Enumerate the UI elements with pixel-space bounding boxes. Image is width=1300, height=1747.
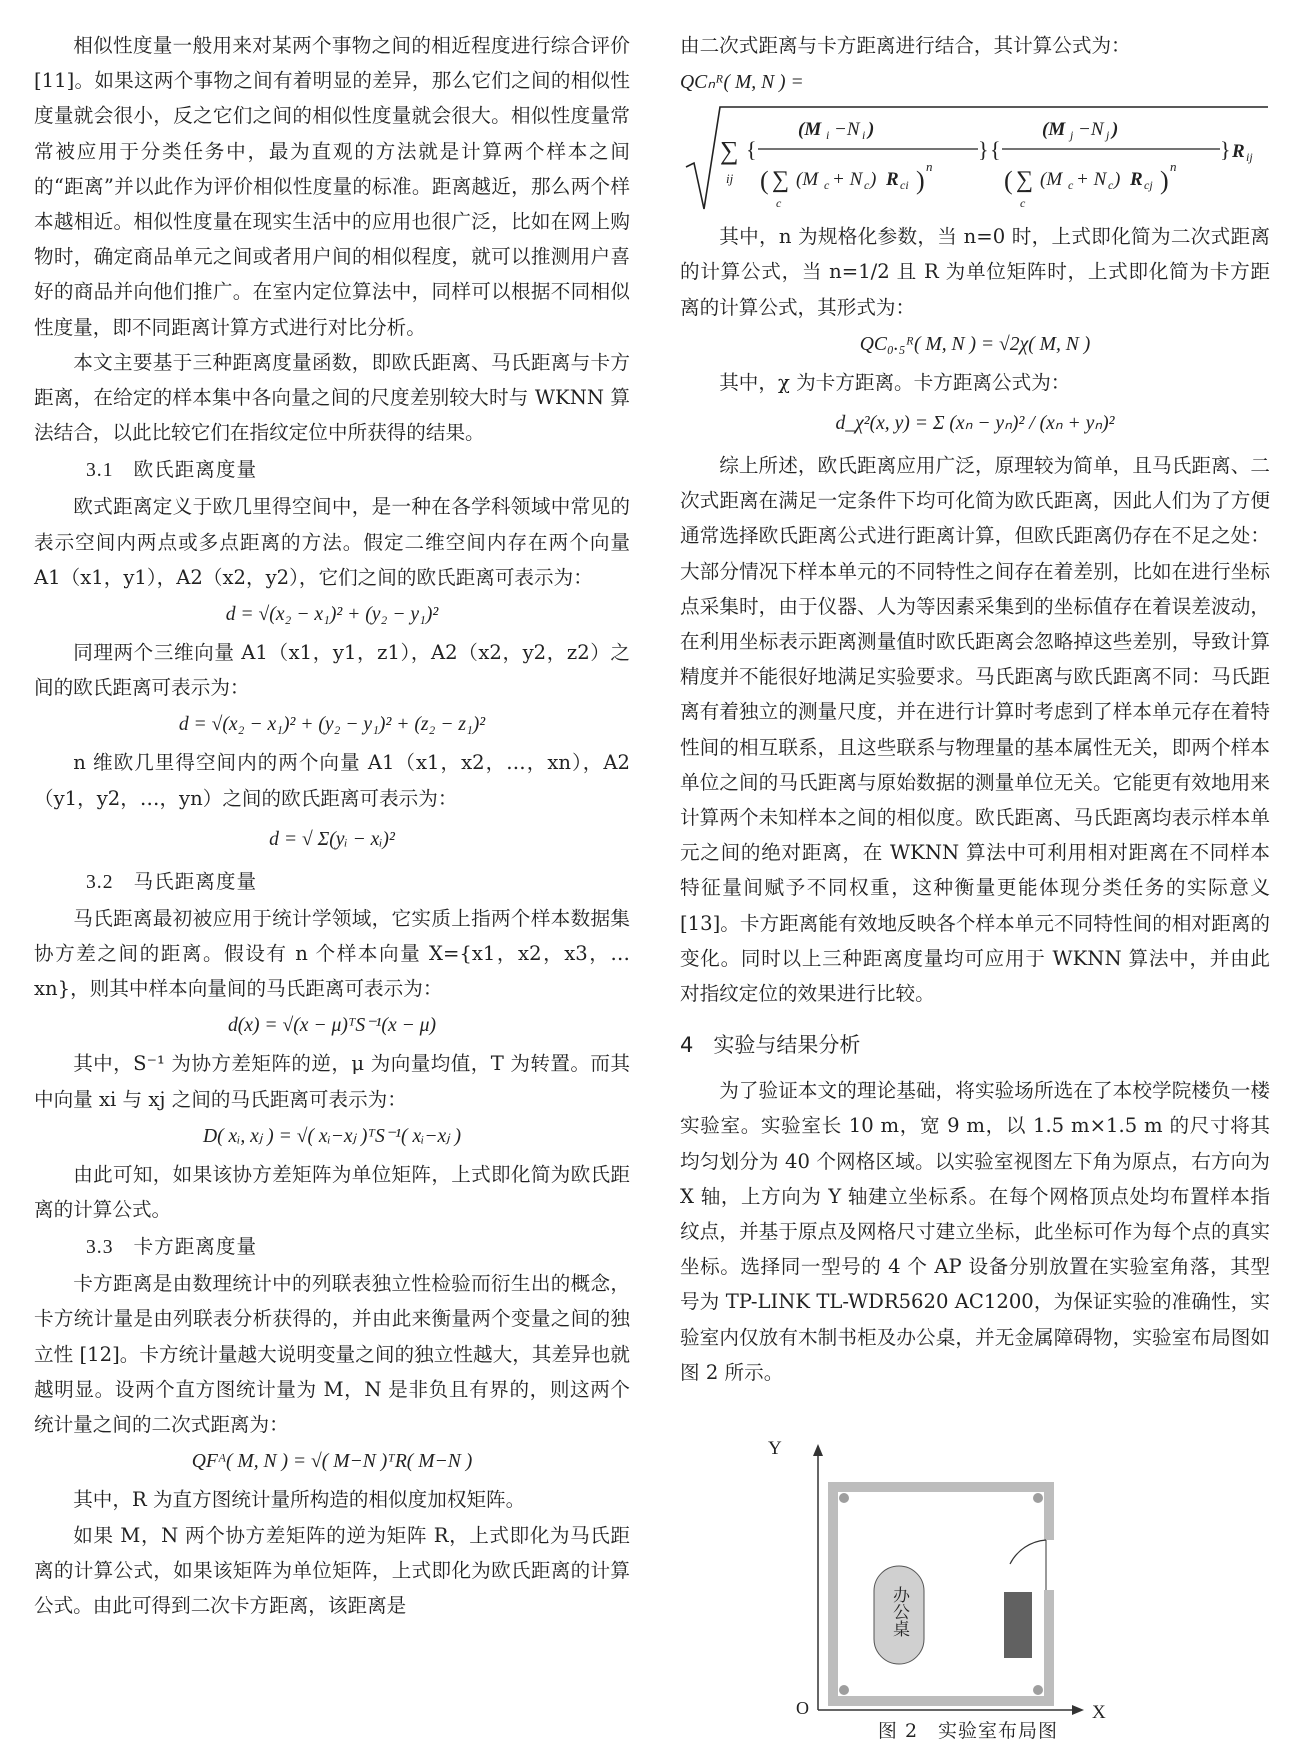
svg-text:): ) <box>916 166 925 196</box>
paragraph: 其中，S⁻¹ 为协方差矩阵的逆，μ 为向量均值，T 为转置。而其中向量 xi 与 xj 之间的马氏距离可表示为： <box>34 1052 630 1111</box>
svg-text:cj: cj <box>1144 178 1153 193</box>
figure-caption: 图 2 实验室布局图 <box>877 1720 1059 1742</box>
svg-text:j: j <box>1070 128 1074 143</box>
x-axis-label: X <box>1092 1702 1106 1723</box>
svg-text:i: i <box>862 128 866 143</box>
equation-label: QCₙᴿ( M, N ) = <box>680 72 804 94</box>
section-number: 3.2 <box>86 871 114 893</box>
svg-text:−N: −N <box>1078 119 1104 141</box>
chi-square-quadratic-equation <box>680 105 1270 213</box>
section-heading-3-3 <box>34 1229 630 1266</box>
svg-text:(M: (M <box>796 169 819 191</box>
y-axis-label: Y <box>768 1438 782 1459</box>
svg-text:R: R <box>886 169 899 191</box>
svg-text:n: n <box>1170 159 1177 175</box>
lab-layout-figure <box>768 1438 1178 1742</box>
svg-text:+ N: + N <box>1076 169 1107 191</box>
paragraph: 其中，R 为直方图统计量所构造的相似度加权矩阵。 <box>73 1488 526 1512</box>
paragraph: 马氏距离最初被应用于统计学领域，它实质上指两个样本数据集协方差之间的距离。假设有 n 个样本向量 X={x1，x2，x3，…xn}，则其中样本向量间的马氏距离可表示为： <box>34 906 630 1001</box>
svg-text:c: c <box>1108 178 1114 193</box>
paragraph: 本文主要基于三种距离度量函数，即欧氏距离、马氏距离与卡方距离，在给定的样本集中各向量之间的尺度差别较大时与 WKNN 算法结合，以此比较它们在指纹定位中所获得的结果。 <box>34 350 630 445</box>
paragraph: 如果 M，N 两个协方差矩阵的逆为矩阵 R，上式即化为马氏距离的计算公式，如果该矩阵为单位矩阵，上式即化为欧氏距离的计算公式。由此可得到二次卡方距离，该距离是 <box>34 1523 630 1617</box>
svg-text:): ) <box>1112 119 1119 141</box>
section-number: 3.1 <box>86 460 114 482</box>
equation: d(x) = √(x − μ)ᵀS⁻¹(x − μ) <box>227 1015 437 1037</box>
svg-text:): ) <box>1160 166 1169 196</box>
paragraph: 由此可知，如果该协方差矩阵为单位矩阵，上式即化简为欧氏距离的计算公式。 <box>34 1162 630 1222</box>
origin-label: O <box>796 1698 809 1718</box>
equation: QC₀.₅ᴿ( M, N ) = √2χ( M, N ) <box>859 333 1091 355</box>
svg-text:∑: ∑ <box>1016 167 1034 194</box>
paragraph: n 维欧几里得空间内的两个向量 A1（x1，x2，…，xn），A2（y1，y2，…，yn）之间的欧氏距离可表示为： <box>34 751 630 810</box>
svg-text:}: } <box>978 137 989 163</box>
section-title: 实验与结果分析 <box>713 1033 861 1058</box>
paragraph: 其中，n 为规格化参数，当 n=0 时，上式即化简为二次式距离的计算公式，当 n=1/2 且 R 为单位矩阵时，上式即化简为卡方距离的计算公式，其形式为： <box>680 225 1270 319</box>
svg-text:): ) <box>1114 169 1121 191</box>
equation: QFᴬ( M, N ) = √( M−N )ᵀR( M−N ) <box>191 1451 473 1473</box>
paragraph: 其中，χ 为卡方距离。卡方距离公式为： <box>719 370 1071 394</box>
svg-text:j: j <box>1106 128 1110 143</box>
svg-text:(M: (M <box>1042 119 1066 141</box>
section-number: 3.3 <box>86 1237 114 1259</box>
lab-layout-diagram <box>778 1440 1178 1720</box>
svg-text:ij: ij <box>1246 150 1253 165</box>
equation: d = √ Σ(yᵢ − xᵢ)² <box>269 828 395 850</box>
svg-text:+ N: + N <box>832 169 863 191</box>
svg-text:∑: ∑ <box>720 136 739 166</box>
paragraph: 综上所述，欧氏距离应用广泛，原理较为简单，且马氏距离、二次式距离在满足一定条件下均可化简为欧氏距离，因此人们为了方便通常选择欧氏距离公式进行距离计算，但欧氏距离仍存在不足之处：大部分情况下样本单元的不同特性之间存在着差别，比如在进行坐标点采集时，由于仪器、人为等因素采集到的坐标值存在着误差波动，在利用坐标表示距离测量值时欧氏距离会忽略掉这些差别，导致计算精度并不能很好地满足实验要求。马氏距离与欧氏距离不同：马氏距离有着独立的测量尺度，并在进行计算时考虑到了样本单元存在着特性间的相互联系，且这些联系与物理量的基本属性无关，即两个样本单位之间的马氏距离与原始数据的测量单位无关。它能更有效地用来计算两个未知样本之间的相似度。欧氏距离、马氏距离均表示样本单元之间的绝对距离，在 WKNN 算法中可利用相对距离在不同样本特征量间赋予不同权重，这种衡量更能体现分类任务的实际意义 [13]。卡方距离能有效地反映各个样本单元不同特性间的相对距离的变化。同时以上三种距离度量均可应用于 WKNN 算法中，并由此对指纹定位的效果进行比较。 <box>680 454 1270 1006</box>
svg-text:(: ( <box>1004 166 1013 196</box>
section-title: 欧氏距离度量 <box>133 458 258 482</box>
svg-text:c: c <box>776 196 782 211</box>
svg-text:{: { <box>990 137 1001 163</box>
svg-text:R: R <box>1232 141 1245 163</box>
svg-text:(M: (M <box>798 119 822 141</box>
svg-text:c: c <box>824 178 830 193</box>
svg-text:R: R <box>1130 169 1143 191</box>
equation: D( xᵢ, xⱼ ) = √( xᵢ−xⱼ )ᵀS⁻¹( xᵢ−xⱼ ) <box>202 1125 462 1147</box>
svg-text:): ) <box>870 169 877 191</box>
svg-text:c: c <box>864 178 870 193</box>
svg-text:): ) <box>868 119 875 141</box>
section-heading-3-1 <box>34 452 630 489</box>
svg-text:i: i <box>826 128 830 143</box>
paragraph: 同理两个三维向量 A1（x1，y1，z1），A2（x2，y2，z2）之间的欧氏距离可表示为： <box>34 641 630 700</box>
equation: d = √(x₂ − x₁)² + (y₂ − y₁)² <box>225 604 439 626</box>
svg-text:(: ( <box>760 166 769 196</box>
svg-text:−N: −N <box>834 119 860 141</box>
equation-graphic <box>680 105 1270 213</box>
section-title: 卡方距离度量 <box>133 1235 258 1259</box>
paragraph: 卡方距离是由数理统计中的列联表独立性检验而衍生出的概念，卡方统计量是由列联表分析获得的，并由此来衡量两个变量之间的独立性 [12]。卡方统计量越大说明变量之间的独立性越大，其差异也就越明显。设两个直方图统计量为 M，N 是非负且有界的，则这两个统计量之间的二次式距离为： <box>34 1272 630 1437</box>
svg-text:ci: ci <box>900 178 909 193</box>
equation: d_χ²(x, y) = Σ (xₙ − yₙ)² / (xₙ + yₙ)² <box>835 413 1115 435</box>
left-column <box>34 28 630 1623</box>
svg-text:ij: ij <box>726 171 734 187</box>
right-column <box>680 28 1270 1390</box>
section-heading-4 <box>680 1025 1270 1065</box>
svg-text:}: } <box>1220 137 1231 163</box>
desk-label: 办公桌 <box>889 1586 909 1637</box>
paragraph: 相似性度量一般用来对某两个事物之间的相近程度进行综合评价 [11]。如果这两个事物之间有着明显的差异，那么它们之间的相似性度量就会很小，反之它们之间的相似性度量就会很大。相似性度量常常被应用于分类任务中，最为直观的方法就是计算两个样本之间的“距离”并以此作为评价相似性度量的标准。距离越近，那么两个样本越相近。相似性度量在现实生活中的应用也很广泛，比如在网上购物时，确定商品单元之间或者用户间的相似程度，就可以推测用户喜好的商品并向他们推广。在室内定位算法中，同样可以根据不同相似性度量，即不同距离计算方式进行对比分析。 <box>34 34 630 339</box>
section-title: 马氏距离度量 <box>133 869 258 893</box>
svg-text:∑: ∑ <box>772 167 790 194</box>
svg-text:c: c <box>1020 196 1026 211</box>
svg-text:n: n <box>926 159 933 175</box>
equation: d = √(x₂ − x₁)² + (y₂ − y₁)² + (z₂ − z₁)² <box>178 714 486 736</box>
section-number: 4 <box>680 1033 694 1058</box>
section-heading-3-2 <box>34 864 630 901</box>
paragraph: 由二次式距离与卡方距离进行结合，其计算公式为： <box>680 34 1131 57</box>
svg-text:{: { <box>746 137 757 163</box>
svg-text:(M: (M <box>1040 169 1063 191</box>
paragraph: 欧式距离定义于欧几里得空间中，是一种在各学科领域中常见的表示空间内两点或多点距离的方法。假定二维空间内存在两个向量 A1（x1，y1），A2（x2，y2），它们之间的欧氏距离可表示为： <box>34 495 630 589</box>
svg-text:c: c <box>1068 178 1074 193</box>
paragraph: 为了验证本文的理论基础，将实验场所选在了本校学院楼负一楼实验室。实验室长 10 m，宽 9 m，以 1.5 m×1.5 m 的尺寸将其均匀划分为 40 个网格区域。以实验室视图左下角为原点，右方向为 X 轴，上方向为 Y 轴建立坐标系。在每个网格顶点处均布置样本指纹点，并基于原点及网格尺寸建立坐标，此坐标可作为每个点的真实坐标。选择同一型号的 4 个 AP 设备分别放置在实验室角落，其型号为 TP-LINK TL-WDR5620 AC1200，为保证实验的准确性，实验室内仅放有木制书柜及办公桌，并无金属障碍物，实验室布局图如图 2 所示。 <box>680 1079 1270 1384</box>
